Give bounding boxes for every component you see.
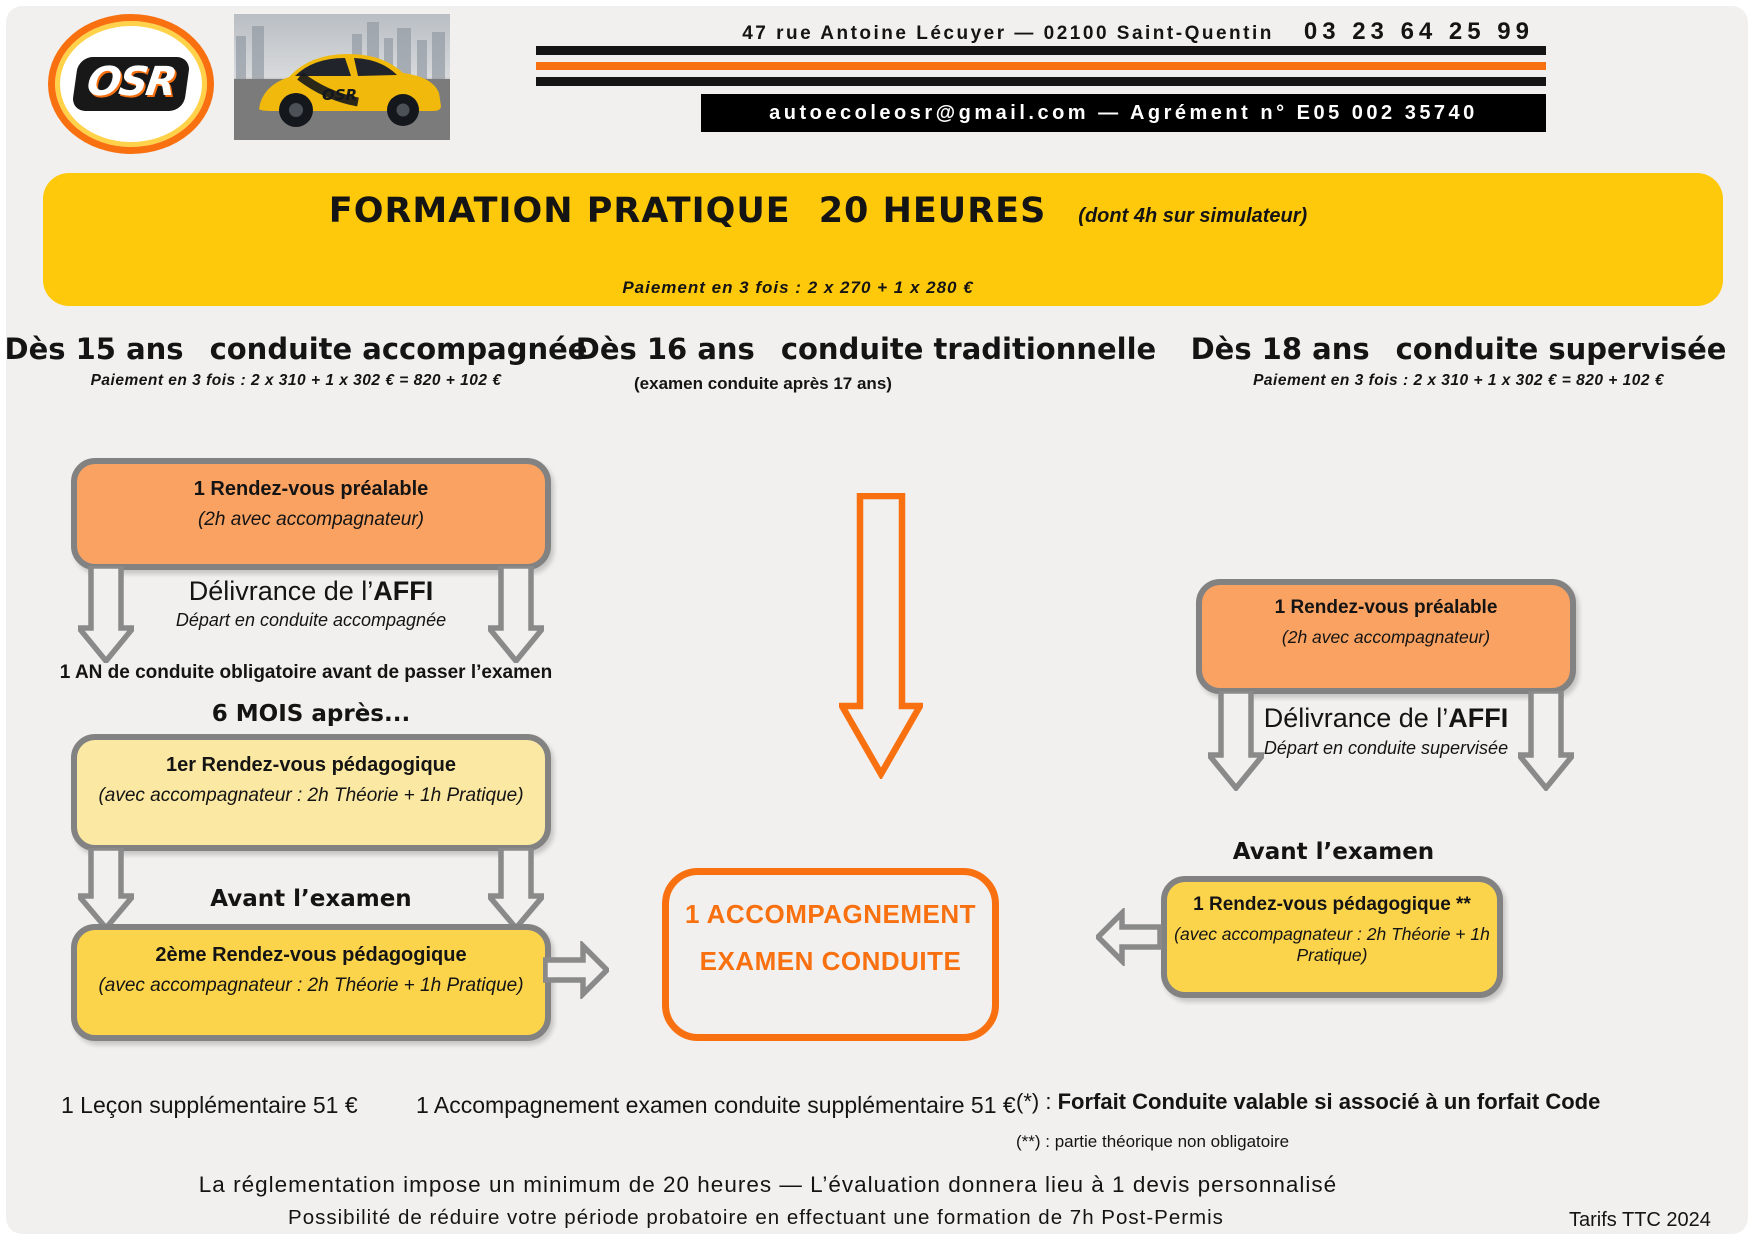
left-affi-sub: Départ en conduite accompagnée [175,610,447,630]
header-stripe-orange [536,62,1546,70]
note-16ans: (examen conduite après 17 ans) [634,374,892,393]
banner-title-note: (dont 4h sur simulateur) [1078,205,1308,227]
right-rdv-pedagogique-sub: (avec accompagnateur : 2h Théorie + 1h Pratique) [1174,924,1490,965]
star-note [1016,1089,1600,1115]
email-agrement-bar: autoecoleosr@gmail.com — Agrément n° E05 002 35740 [701,94,1546,132]
left-affi-pre: Délivrance de l’ [188,576,374,606]
right-rdv-prealable-title: 1 Rendez-vous préalable [1274,597,1498,618]
right-affi-pre: Délivrance de l’ [1263,703,1449,733]
right-rdv-pedagogique-box [1161,876,1503,998]
header-stripe-black-top [536,46,1546,55]
left-rdv-pedagogique2-title: 2ème Rendez-vous pédagogique [155,944,467,966]
age-18: Dès 18 ans [1190,332,1370,366]
name-accompagnee: conduite accompagnée [209,332,588,366]
osr-logo-strip [71,57,190,111]
left-rdv-pedagogique2-sub: (avec accompagnateur : 2h Théorie + 1h Pratique) [98,975,524,996]
extra-lesson-price: 1 Leçon supplémentaire 51 € [61,1092,358,1118]
left-avant-examen: Avant l’examen [210,886,412,912]
left-rdv-pedagogique2-box [71,924,551,1041]
banner-title-part1: FORMATION PRATIQUE [328,191,791,231]
star-note-prefix: (*) : [1016,1089,1058,1114]
column-header-16ans [575,332,1157,366]
accompagnement-line1: 1 ACCOMPAGNEMENT [684,898,977,929]
note-6mois: 6 MOIS après... [211,701,411,727]
car-illustration-icon [234,14,450,140]
payment-18ans: Paiement en 3 fois : 2 x 310 + 1 x 302 € = 820 + 102 € [1253,372,1664,389]
age-16: Dès 16 ans [575,332,755,366]
banner-payment: Paiement en 3 fois : 2 x 270 + 1 x 280 € [622,278,974,297]
osr-logo [48,14,214,154]
right-rdv-pedagogique-title: 1 Rendez-vous pédagogique ** [1193,894,1471,915]
header-stripe-black-bottom [536,77,1546,86]
left-affi-title [71,576,551,607]
name-traditionnelle: conduite traditionnelle [780,332,1157,366]
banner-title [43,191,1593,231]
banner-title-part2: 20 HEURES [818,191,1047,231]
tarifs-year: Tarifs TTC 2024 [1569,1209,1711,1231]
phone-number: 03 23 64 25 99 [1303,18,1534,45]
left-rdv-pedagogique1-box [71,734,551,851]
right-affi-sub: Départ en conduite supervisée [1263,738,1509,758]
probation-note: Possibilité de réduire votre période probatoire en effectuant une formation de 7h Post-Permis [288,1206,1224,1229]
accompagnement-line2: EXAMEN CONDUITE [699,945,962,976]
right-affi-title [1196,703,1576,734]
right-rdv-prealable-box [1196,579,1576,694]
column-header-18ans [1190,332,1727,366]
left-rdv-pedagogique1-title: 1er Rendez-vous pédagogique [165,754,457,776]
right-affi-bold: AFFI [1448,703,1509,733]
left-affi-bold: AFFI [373,576,434,606]
left-rdv-prealable-sub: (2h avec accompagnateur) [197,509,424,530]
name-supervisee: conduite supervisée [1395,332,1727,366]
left-arrow-icon [1096,908,1162,966]
accompagnement-examen-box [662,868,999,1041]
big-down-arrow-icon [839,493,923,779]
extra-accompaniment-price: 1 Accompagnement examen conduite supplémentaire 51 € [416,1092,1016,1118]
column-header-15ans [4,332,588,366]
formation-banner [43,173,1723,306]
osr-logo-text: OSR [84,59,179,105]
car-photo [234,14,450,140]
left-rdv-prealable-box [71,458,551,570]
double-star-note: (**) : partie théorique non obligatoire [1016,1132,1290,1151]
right-rdv-prealable-sub: (2h avec accompagnateur) [1281,627,1491,647]
left-rdv-pedagogique1-sub: (avec accompagnateur : 2h Théorie + 1h Pratique) [98,785,524,806]
left-rdv-prealable-title: 1 Rendez-vous préalable [193,478,429,500]
payment-15ans: Paiement en 3 fois : 2 x 310 + 1 x 302 € = 820 + 102 € [90,372,502,389]
right-arrow-icon [543,941,609,999]
poster-background [6,6,1748,1234]
header-contact-row [742,18,1534,46]
age-15: Dès 15 ans [4,332,184,366]
right-avant-examen: Avant l’examen [1232,839,1435,865]
note-1an: 1 AN de conduite obligatoire avant de passer l’examen [59,662,553,683]
address-text: 47 rue Antoine Lécuyer — 02100 Saint-Quentin [742,23,1274,44]
regulation-note: La réglementation impose un minimum de 20 heures — L’évaluation donnera lieu à 1 devis personnalisé [198,1172,1338,1197]
star-note-text: Forfait Conduite valable si associé à un forfait Code [1057,1089,1601,1114]
car-decal-text: OSR [322,86,358,104]
